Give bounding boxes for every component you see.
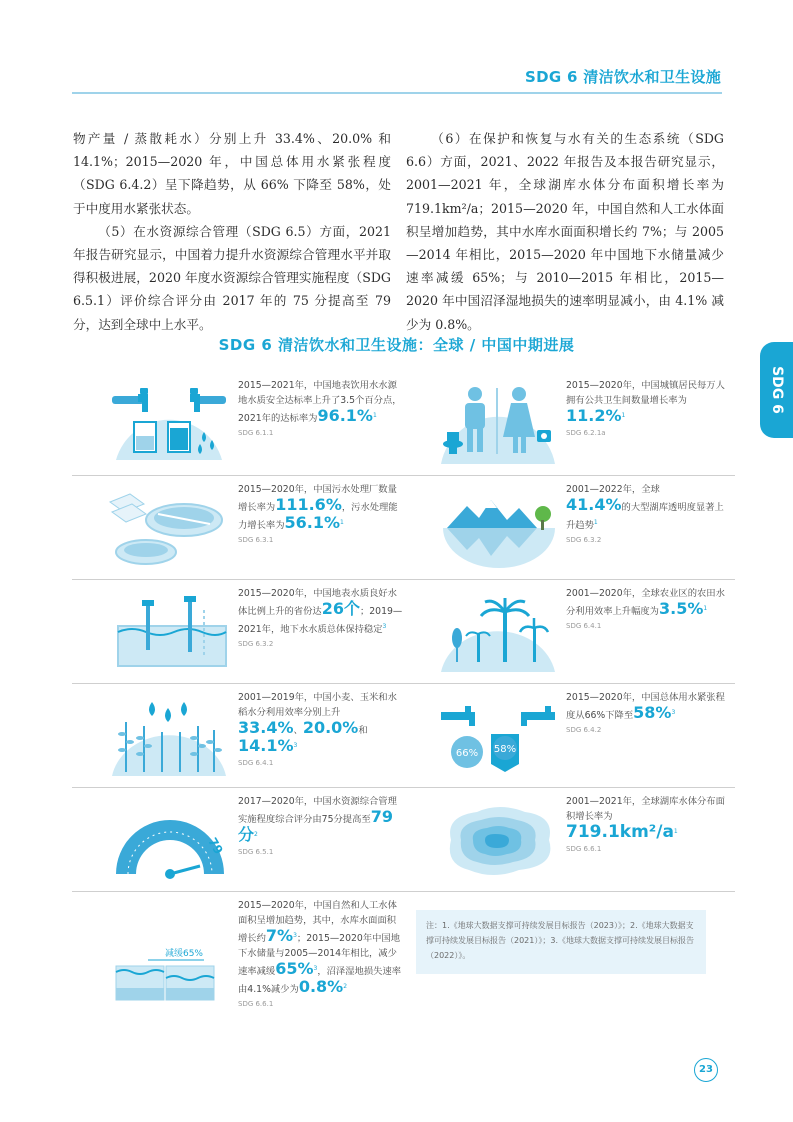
- restroom-icon: [433, 380, 563, 468]
- groundwater-well-icon: [104, 588, 234, 676]
- panel-highlight: 7%: [265, 926, 294, 946]
- soil-layers-icon: [104, 930, 234, 1018]
- panel-text: [238, 586, 404, 649]
- panel-desc: 2015—2020年，中国城镇居民每万人拥有公共卫生间数量增长率为: [566, 380, 725, 406]
- panel-desc: 2015—2020年，中国自然和人工水体面积呈增加趋势，其中，水库水面面积增长约: [238, 900, 397, 945]
- gauge-value: 79: [205, 835, 226, 857]
- panel-highlight: 41.4%: [566, 495, 622, 514]
- footnote-box: 注：1.《地球大数据支撑可持续发展目标报告（2023）》；2.《地球大数据支撑可持续发展目标报告（2021）》；3.《地球大数据支撑可持续发展目标报告（2022）》。: [416, 910, 706, 974]
- footnote-ref: 3: [671, 709, 676, 716]
- section-title: SDG 6 清洁饮水和卫生设施：全球 / 中国中期进展: [218, 336, 575, 354]
- sdg-indicator-code: SDG 6.1.1: [238, 429, 274, 438]
- stress-from-label: 66%: [455, 748, 479, 759]
- paragraph: 物产量 / 蒸散耗水）分别上升 33.4%、20.0% 和 14.1%；2015—2020 年，中国总体用水紧张程度（SDG 6.4.2）呈下降趋势，从 66% 下降至 58%，处于中度用水紧张状态。: [73, 131, 391, 216]
- sdg-indicator-code: SDG 6.2.1a: [566, 429, 606, 438]
- panel-highlight: 26个: [321, 599, 360, 618]
- footnote-ref: 3: [382, 623, 387, 630]
- panel-desc: ；2019—2021年，地下水水质总体保持稳定: [238, 606, 403, 636]
- header-rule: [72, 92, 722, 94]
- footnote-ref: 1: [340, 519, 344, 526]
- groundwater-label: 减缓65%: [164, 949, 204, 959]
- panel-highlight: 65%: [275, 959, 314, 979]
- stress-to-label: 58%: [493, 744, 517, 755]
- footnote-ref: 2: [343, 983, 348, 991]
- panel-highlight: 56.1%: [284, 513, 341, 533]
- footnote-ref: 2: [254, 831, 258, 838]
- sdg-indicator-code: SDG 6.3.2: [566, 536, 602, 545]
- panel-highlight: 14.1%: [238, 736, 294, 756]
- panel-desc: 2015—2020年，中国地表水质良好水体比例上升的省份达: [238, 588, 397, 617]
- sdg-indicator-code: SDG 6.5.1: [238, 848, 274, 857]
- panel-desc: ；2015—2020年中国地下水储量与2005—2014年相比，减少速率减缓: [238, 933, 401, 978]
- treatment-plant-icon: [104, 484, 234, 572]
- panel-lake-area: [401, 788, 735, 892]
- faucets-stress-icon: [433, 692, 563, 780]
- panel-desc: 的大型湖库透明度显著上升趋势: [566, 502, 724, 532]
- header-title: SDG 6 清洁饮水和卫生设施: [525, 68, 721, 86]
- panel-text: [566, 690, 732, 735]
- footnote-ref: 3: [313, 965, 318, 973]
- footnote-ref: 1: [372, 412, 377, 419]
- panel-highlight: 79分: [238, 807, 393, 845]
- footnote-ref: 1: [593, 519, 598, 526]
- footnote-ref: 1: [673, 828, 678, 835]
- panel-farmland-efficiency: [401, 580, 735, 684]
- panel-desc: 2001—2019年，中国小麦、玉米和水稻水分利用效率分别上升: [238, 692, 397, 718]
- sdg-indicator-code: SDG 6.4.1: [238, 759, 274, 768]
- panel-desc: 2015—2020年，中国污水处理厂数量增长率为: [238, 484, 397, 513]
- panel-desc: 2001—2020年，全球农业区的农田水分利用效率上升幅度为: [566, 588, 725, 618]
- panel-desc: 2015—2021年，中国地表饮用水水源地水质安全达标率上升了3.5个百分点，2021年的达标率为: [238, 380, 402, 425]
- panel-text: [566, 586, 732, 631]
- panel-highlight: 0.8%: [298, 977, 344, 997]
- panel-highlight: 58%: [633, 703, 672, 723]
- body-column-left: [73, 127, 391, 336]
- divider: [401, 891, 735, 892]
- sdg-indicator-code: SDG 6.6.1: [238, 1000, 274, 1009]
- panel-crop-efficiency: [72, 684, 406, 788]
- paragraph: （5）在水资源综合管理（SDG 6.5）方面，2021 年报告研究显示，中国着力提升水资源综合管理水平并取得积极进展，2020 年度水资源综合管理实施程度（SDG 6.5.1）评价综合评分由 2017 年的 75 分提高至 79 分，达到全球中上水平。: [73, 223, 391, 332]
- side-tab-label: SDG 6: [768, 366, 785, 414]
- footnote-ref: 1: [703, 605, 708, 612]
- sdg-indicator-code: SDG 6.3.2: [238, 640, 274, 649]
- panel-desc: ，污水处理能力增长率为: [238, 502, 398, 532]
- panel-highlight: 11.2%: [566, 406, 622, 426]
- panel-water-stress: [401, 684, 735, 788]
- panel-desc: 2015—2020年，中国总体用水紧张程度从66%下降至: [566, 692, 725, 722]
- footnote-ref: 3: [293, 932, 297, 939]
- sdg-indicator-code: SDG 6.4.1: [566, 622, 602, 631]
- panel-desc: 2001—2021年，全球湖库水体分布面积增长率为: [566, 796, 725, 822]
- panel-text: [238, 794, 404, 857]
- panel-text: [238, 690, 404, 768]
- panel-highlight: 719.1km²/a: [566, 822, 674, 843]
- panel-desc: 、: [293, 725, 303, 736]
- panel-text: [566, 794, 732, 854]
- gauge-icon: [104, 796, 234, 884]
- mountain-lake-icon: [433, 484, 563, 572]
- panel-highlight: 20.0%: [302, 718, 359, 737]
- footnote-ref: 3: [293, 742, 298, 749]
- body-column-right: [406, 127, 724, 336]
- panel-highlight: 111.6%: [275, 495, 342, 514]
- faucet-glass-icon: [104, 380, 234, 468]
- contour-lake-icon: [433, 796, 563, 884]
- palm-trees-icon: [433, 588, 563, 676]
- paragraph: （6）在保护和恢复与水有关的生态系统（SDG 6.6）方面，2021、2022 年报告及本报告研究显示，2001—2021 年，全球湖库水体分布面积增长率为 719.1km²/a；2015—2020 年，中国自然和人工水体面积呈增加趋势，其中水库水面面积增长约 7%；与 2005—2014 年相比，2015—2020 年中国地下水储量减少速率减缓 65%；与 2010—2015 年相比，2015—2020 年中国沼泽湿地损失的速率明显减小，由 4.1% 减少为 0.8%。: [406, 131, 724, 332]
- panel-lake-transparency: [401, 476, 735, 580]
- panel-desc: 2001—2022年，全球: [566, 484, 660, 495]
- panel-text: [566, 378, 732, 438]
- panel-wastewater: [72, 476, 406, 580]
- crops-drops-icon: [104, 692, 234, 780]
- sdg-indicator-code: SDG 6.4.2: [566, 726, 602, 735]
- panel-highlight: 96.1%: [317, 406, 373, 426]
- sdg-indicator-code: SDG 6.6.1: [566, 845, 602, 854]
- panel-text: [238, 898, 404, 1009]
- panel-wetland: [72, 892, 406, 1040]
- panel-highlight: 33.4%: [238, 718, 294, 737]
- panel-iwrm: [72, 788, 406, 892]
- footnote-ref: 1: [621, 412, 626, 419]
- panel-water-quality: [72, 580, 406, 684]
- panel-highlight: 3.5%: [658, 599, 704, 619]
- panel-text: [238, 482, 404, 545]
- panel-text: [238, 378, 404, 438]
- page-number: 23: [694, 1058, 718, 1082]
- side-tab: [760, 342, 793, 438]
- panel-text: [566, 482, 732, 545]
- panel-desc: 2017—2020年，中国水资源综合管理实施程度综合评分由75分提高至: [238, 796, 397, 825]
- panel-drinking-water: [72, 372, 406, 476]
- panel-desc: 和: [358, 725, 368, 736]
- sdg-indicator-code: SDG 6.3.1: [238, 536, 274, 545]
- panel-sanitation: [401, 372, 735, 476]
- panel-desc: ，沼泽湿地损失速率由4.1%减少为: [238, 966, 402, 996]
